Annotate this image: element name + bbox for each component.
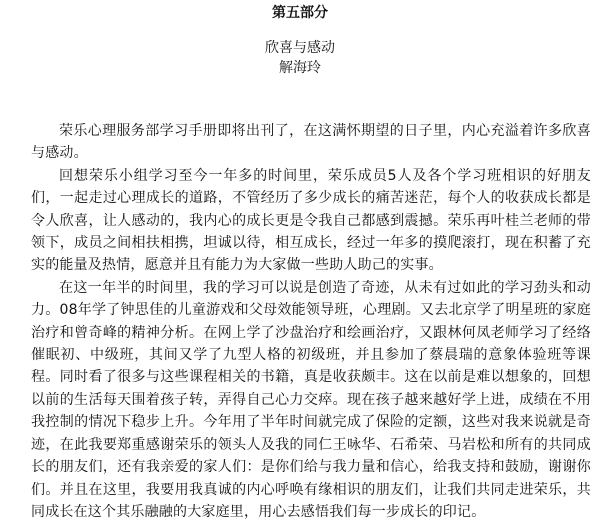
paragraph-learning: 在这一年半的时间里，我的学习可以说是创造了奇迹，从未有过如此的学习劲头和动力。08年学了钟思佳的儿童游戏和父母效能领导班，心理剧。又去北京学了明星班的家庭治疗和曾奇峰的精神分析。在网上学了沙盘治疗和绘画治疗，又跟林何凤老师学习了经络催眠初、中级班，其间又学了九型人格的初级班，并且参加了蔡晨瑞的意象体验班等课程。同时看了很多与这些课程相关的书籍，真是收获颇丰。这在以前是难以想象的，回想以前的生活每天围着孩子转，弄得自己心力交瘁。现在孩子越来越好学上进，成绩在不用我控制的情况下稳步上升。今年用了半年时间就完成了保险的定额，这些对我来说就是奇迹，在此我要郑重感谢荣乐的领头人及我的同仁王咏华、石希荣、马岩松和所有的共同成长的朋友们，还有我亲爱的家人们：是你们给与我力量和信心，给我支持和鼓励，谢谢你们。并且在这里，我要用我真诚的内心呼唤有缘相识的朋友们，让我们共同走进荣乐，共同成长在这个其乐融融的大家庭里，用心去感悟我们每一步成长的印记。	[31, 279, 591, 520]
paragraph-intro: 荣乐心理服务部学习手册即将出刊了，在这满怀期望的日子里，内心充溢着许多欣喜与感动。	[31, 123, 591, 162]
article-body	[31, 120, 591, 523]
paragraph-recollection: 回想荣乐小组学习至今一年多的时间里，荣乐成员5人及各个学习班相识的好朋友们，一起走过心理成长的道路，不管经历了多少成长的痛苦迷茫，每个人的收获成长都是令人欣喜，让人感动的，我内心的成长更是令我自己都感到震撼。荣乐再叶桂兰老师的带领下，成员之间相扶相携，坦诚以待，相互成长，经过一年多的摸爬滚打，现在积蓄了充实的能量及热情，愿意并且有能力为大家做一些助人助己的实事。	[31, 167, 591, 274]
article-title: 欣喜与感动	[265, 40, 335, 56]
part-title: 第五部分	[272, 5, 328, 21]
author-name: 解海玲	[279, 60, 321, 76]
